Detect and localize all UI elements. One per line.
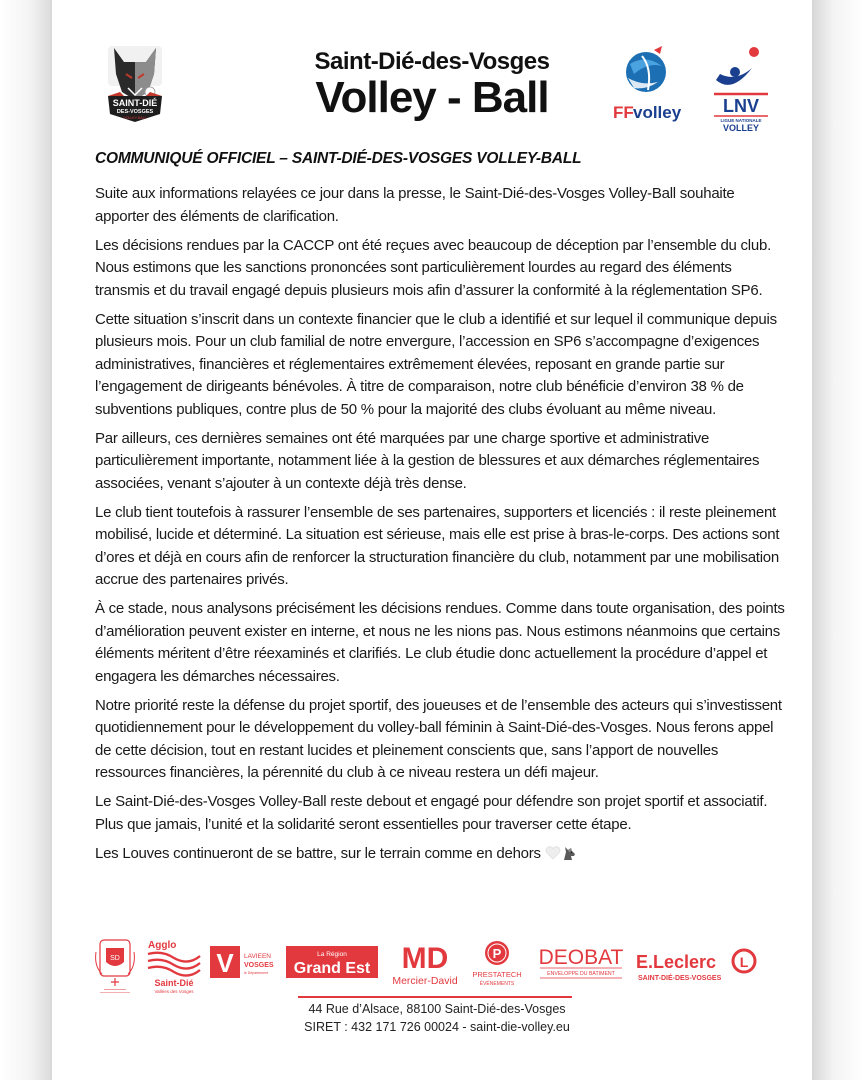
svg-text:L: L <box>739 954 749 970</box>
page-shadow-left <box>0 0 52 1080</box>
footer-address: 44 Rue d’Alsace, 88100 Saint-Dié-des-Vosges <box>308 1002 566 1016</box>
svg-text:P: P <box>492 946 502 961</box>
title-line-sport: Volley - Ball <box>315 73 549 122</box>
sponsor-region-grand-est <box>284 936 380 996</box>
svg-text:Agglo: Agglo <box>148 940 177 951</box>
document-page <box>52 0 812 1080</box>
svg-text:VOSGES: VOSGES <box>244 962 274 969</box>
page-shadow-right <box>812 0 864 1080</box>
svg-text:SD: SD <box>110 955 120 962</box>
svg-text:La Région: La Région <box>317 951 347 958</box>
svg-text:le Département: le Département <box>244 971 268 975</box>
club-title <box>242 48 622 120</box>
title-line-city: Saint-Dié-des-Vosges <box>314 48 550 75</box>
white-heart-icon <box>545 846 561 860</box>
svg-text:Grand Est: Grand Est <box>293 960 371 977</box>
sponsor-deobat <box>536 936 626 996</box>
svg-text:SAINT-DIÉ-DES-VOSGES: SAINT-DIÉ-DES-VOSGES <box>638 975 722 982</box>
svg-text:SAINT-DIÉ: SAINT-DIÉ <box>112 98 158 108</box>
paragraph: À ce stade, nous analysons précisément les décisions rendues. Comme dans toute organisation, des points d’amélioration peuvent exister en interne, et nous ne les nions pas. Nous estimons néanmoins que certains éléments méritent d’être réexaminés et clarifiés. Le club étudie donc actuellement la procédure d’appel et engagera les démarches nécessaires. <box>95 600 785 685</box>
closing-text: Les Louves continueront de se battre, sur le terrain comme en dehors <box>95 844 541 862</box>
svg-text:LNV: LNV <box>723 96 759 116</box>
svg-text:DES-VOSGES: DES-VOSGES <box>116 109 154 115</box>
svg-text:volley: volley <box>633 103 682 122</box>
svg-text:ENVELOPPE DU BATIMENT: ENVELOPPE DU BATIMENT <box>547 971 615 977</box>
svg-text:DEOBAT: DEOBAT <box>538 946 624 969</box>
wolf-logo-icon <box>100 40 170 126</box>
svg-text:Mercier-David: Mercier-David <box>392 975 458 987</box>
paragraph: Notre priorité reste la défense du projet sportif, des joueuses et de l’ensemble des acteurs qui s’investissent quotidiennement pour le développement du volley-ball féminin à Saint-Dié-des-Vosges. Nous ferons appel de cette décision, tout en restant lucides et pleinement conscients que, sans l’apport de nouvelles ressources financières, la pérennité du club à ce niveau restera un défi majeur. <box>95 696 782 781</box>
svg-text:VOLLEY-BALL: VOLLEY-BALL <box>123 116 147 120</box>
paragraph: Le club tient toutefois à rassurer l’ensemble de ses partenaires, supporters et licenciés : il reste pleinement mobilisé, lucide et déterminé. La situation est sérieuse, mais elle est prise à bras-le-corps. Des actions sont d’ores et déjà en cours afin de renforcer la structuration financière du club, notamment par une mobilisation accrue des partenaires privés. <box>95 503 780 588</box>
footer-siret: SIRET : 432 171 726 00024 - saint-die-volley.eu <box>304 1020 570 1034</box>
footer-divider <box>298 996 572 998</box>
svg-text:ÉVÉNEMENTS: ÉVÉNEMENTS <box>479 981 515 987</box>
svg-text:PRESTATECH: PRESTATECH <box>472 970 522 979</box>
svg-text:E.Leclerc: E.Leclerc <box>636 952 717 972</box>
document-body <box>95 183 785 872</box>
svg-text:FF: FF <box>613 103 634 122</box>
paragraph: Cette situation s’inscrit dans un contexte financier que le club a identifié et sur lequel il communique depuis plusieurs mois. Pour un club familial de notre envergure, l’accession en SP6 s’accompagne d’exigences administratives, financières et réglementaires extrêmement élevées, reposant en grande partie sur l’engagement de dirigeants bénévoles. À titre de comparaison, notre club bénéficie d’environ 38 % de subventions publiques, contre plus de 50 % pour la majorité des clubs évoluant au même niveau. <box>95 310 777 418</box>
paragraph: Les décisions rendues par la CACCP ont été reçues avec beaucoup de déception par l’ensemble du club. Nous estimons que les sanctions prononcées sont particulièrement lourdes au regard des éléments transmis et du travail engagé depuis plusieurs mois afin d’assurer la conformité à la réglementation SP6. <box>95 236 771 299</box>
svg-text:VOLLEY: VOLLEY <box>722 123 760 132</box>
footer <box>252 1000 622 1036</box>
paragraph: Le Saint-Dié-des-Vosges Volley-Ball reste debout et engagé pour défendre son projet sportif et associatif. Plus que jamais, l’unité et la solidarité seront essentielles pour traverser cette étape. <box>95 793 768 833</box>
city-crest-icon <box>92 936 138 996</box>
svg-text:LIGUE NATIONALE: LIGUE NATIONALE <box>720 118 762 123</box>
sponsor-prestatech <box>464 936 530 996</box>
svg-text:LAVIEEN: LAVIEEN <box>244 953 271 960</box>
ffvolley-ball-icon <box>626 46 666 92</box>
sponsor-la-vie-en-vosges <box>208 936 278 996</box>
svg-text:V: V <box>216 948 234 978</box>
svg-text:Vallées des Vosges: Vallées des Vosges <box>154 989 194 994</box>
paragraph: Suite aux informations relayées ce jour dans la presse, le Saint-Dié-des-Vosges Volley-Ball souhaite apporter des éléments de clarification. <box>95 185 735 225</box>
sponsor-logos <box>92 936 782 998</box>
closing-line <box>95 843 785 866</box>
federation-logos <box>612 42 772 132</box>
document-heading: COMMUNIQUÉ OFFICIEL – SAINT-DIÉ-DES-VOSGES VOLLEY-BALL <box>95 150 582 167</box>
svg-text:MD: MD <box>401 942 449 975</box>
svg-text:Saint-Dié: Saint-Dié <box>154 978 194 988</box>
wolf-icon <box>561 845 577 861</box>
sponsor-agglo-saint-die <box>144 936 204 996</box>
sponsor-e-leclerc <box>634 936 760 996</box>
sponsor-mercier-david <box>388 936 462 996</box>
paragraph: Par ailleurs, ces dernières semaines ont été marquées par une charge sportive et administrative particulièrement importante, notamment liée à la gestion de blessures et aux démarches réglementaires associées, venant s’ajouter à un contexte déjà très dense. <box>95 429 760 492</box>
